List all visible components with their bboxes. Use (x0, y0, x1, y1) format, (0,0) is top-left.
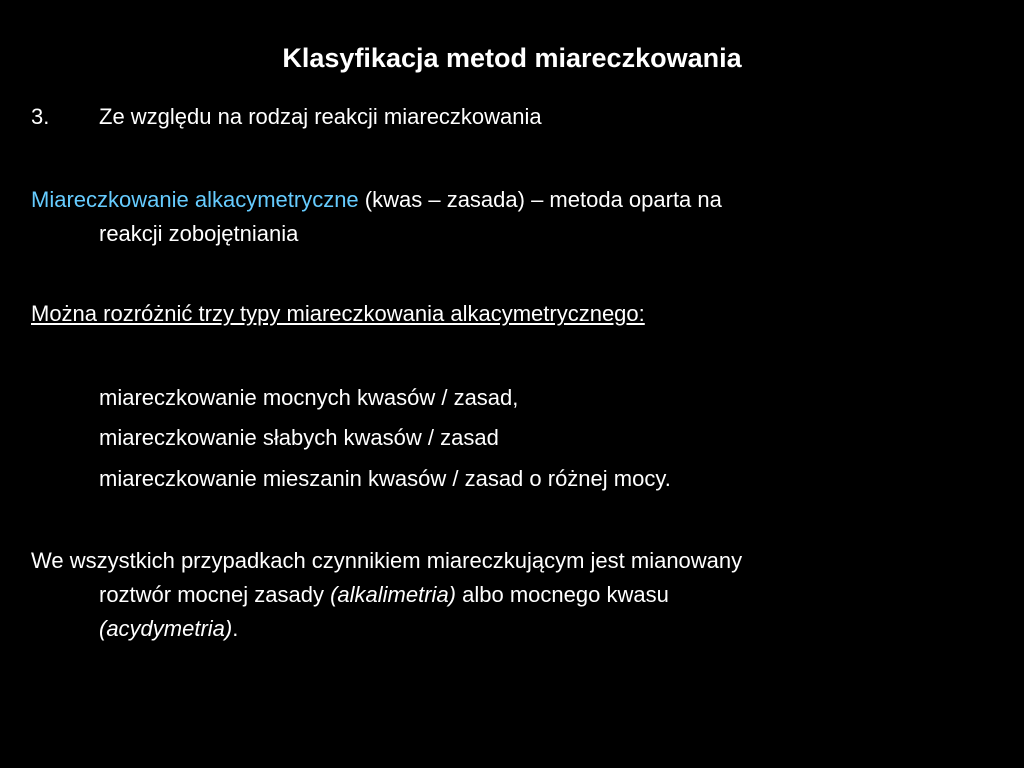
type-item: miareczkowanie słabych kwasów / zasad (99, 425, 499, 450)
alkalimetria-term: (alkalimetria) (330, 582, 457, 607)
conclusion-period: . (232, 616, 239, 641)
section-number: 3. (31, 104, 50, 129)
conclusion-line2-text: roztwór mocnej zasady (99, 582, 331, 607)
types-intro: Można rozróżnić trzy typy miareczkowania alkacymetrycznego: (31, 301, 645, 326)
slide-title: Klasyfikacja metod miareczkowania (282, 43, 742, 73)
alkacymetria-definition-line2: reakcji zobojętniania (99, 221, 299, 246)
alkacymetria-definition-line1 (31, 183, 722, 217)
conclusion-line2-tail: albo mocnego kwasu (456, 582, 669, 607)
type-item: miareczkowanie mocnych kwasów / zasad, (99, 385, 519, 410)
alkacymetria-description: (kwas – zasada) – metoda oparta na (358, 187, 722, 212)
alkacymetria-term: Miareczkowanie alkacymetryczne (31, 187, 359, 212)
section-heading: Ze względu na rodzaj reakcji miareczkowania (99, 104, 542, 129)
conclusion-line1: We wszystkich przypadkach czynnikiem miareczkującym jest mianowany (31, 548, 743, 573)
conclusion-line3 (99, 612, 238, 646)
acydymetria-term: (acydymetria) (99, 616, 233, 641)
conclusion-line2 (99, 578, 669, 612)
type-item: miareczkowanie mieszanin kwasów / zasad o różnej mocy. (99, 466, 671, 491)
